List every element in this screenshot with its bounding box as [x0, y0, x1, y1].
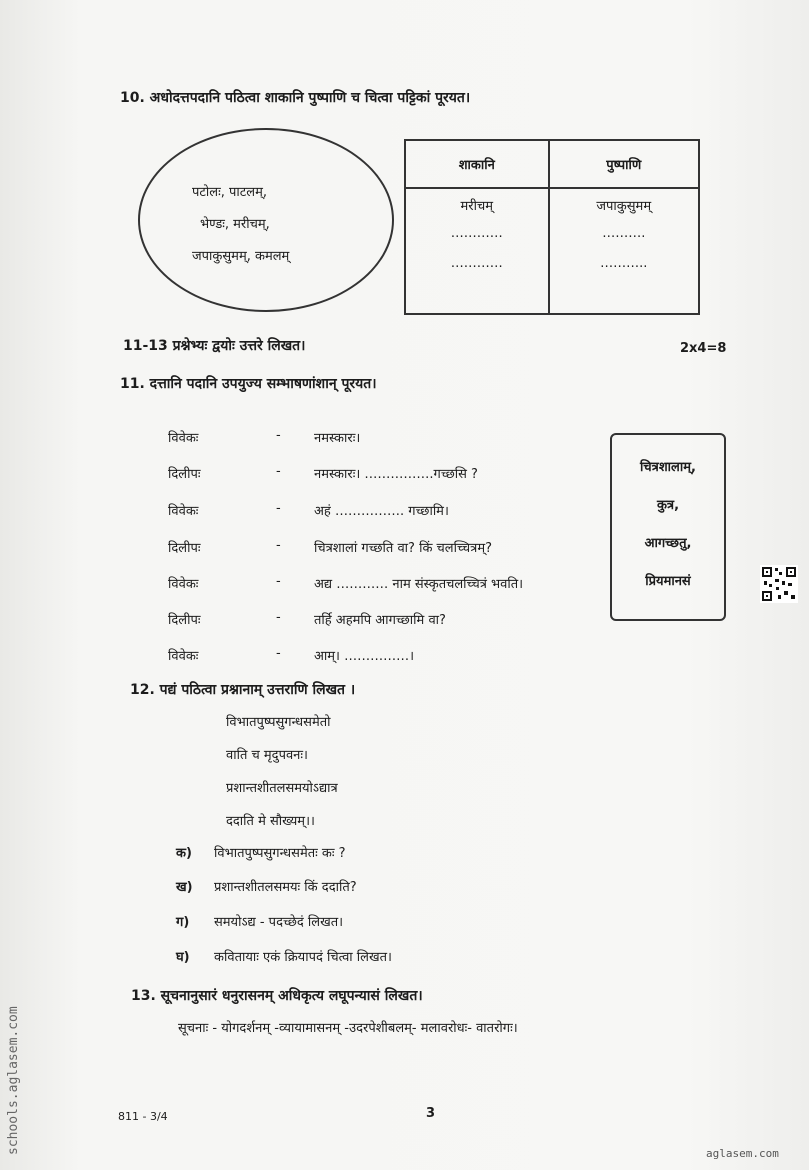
dialogue-line: अहं ……………. गच्छामि। — [314, 504, 449, 519]
cell-value: ………… — [450, 226, 503, 241]
word-bank-box — [610, 433, 726, 621]
bottom-watermark: aglasem.com — [706, 1147, 779, 1160]
dialogue-speaker: विवेकः — [168, 504, 199, 519]
dialogue-line: नमस्कारः। …………….गच्छसि ? — [314, 467, 478, 482]
cell-value: मरीचम् — [460, 199, 493, 214]
poem-line: ददाति मे सौख्यम्।। — [226, 814, 315, 829]
word-bank-item: कुत्र, — [656, 498, 680, 513]
q12-heading: 12. पद्यं पठित्वा प्रश्नानाम् उत्तराणि लिखत । — [130, 682, 356, 698]
dialogue-dash: - — [276, 610, 281, 625]
dialogue-dash: - — [276, 538, 281, 553]
dialogue-line: आम्। ……………। — [314, 649, 415, 664]
subquestion-text: विभातपुष्पसुगन्धसमेतः कः ? — [214, 846, 346, 861]
dialogue-dash: - — [276, 646, 281, 661]
dialogue-speaker: विवेकः — [168, 577, 199, 592]
cell-value: ………… — [450, 256, 503, 271]
poem-line: वाति च मृदुपवनः। — [226, 748, 308, 763]
dialogue-dash: - — [276, 464, 281, 479]
dialogue-line: तर्हि अहमपि आगच्छामि वा? — [314, 613, 446, 628]
dialogue-speaker: दिलीपः — [168, 613, 201, 628]
subquestion-text: कवितायाः एकं क्रियापदं चित्वा लिखत। — [214, 950, 392, 965]
word-bank-item: प्रियमानसं — [645, 574, 691, 589]
dialogue-line: अद्य ………… नाम संस्कृतचलच्चित्रं भवति। — [314, 577, 524, 592]
dialogue-speaker: दिलीपः — [168, 467, 201, 482]
ellipse-line: भेण्डः, मरीचम्, — [200, 217, 270, 232]
table-header: शाकानि — [405, 140, 549, 188]
subquestion-label: ख) — [176, 880, 193, 895]
poem-line: प्रशान्तशीतलसमयोऽद्यात्र — [226, 781, 338, 796]
q11-heading: 11. दत्तानि पदानि उपयुज्य सम्भाषणांशान् पूरयत। — [120, 376, 377, 392]
paper-code: 811 - 3/4 — [118, 1110, 168, 1123]
q11-13-heading: 11-13 प्रश्नेभ्यः द्वयोः उत्तरे लिखत। — [123, 338, 306, 354]
word-bank-item: आगच्छतु, — [644, 536, 692, 551]
subquestion-text: प्रशान्तशीतलसमयः किं ददाति? — [214, 880, 357, 895]
dialogue-speaker: विवेकः — [168, 649, 199, 664]
subquestion-label: घ) — [176, 950, 190, 965]
cell-value: ……….. — [600, 256, 648, 271]
qr-code-icon — [760, 565, 798, 603]
dialogue-dash: - — [276, 501, 281, 516]
word-ellipse — [138, 128, 394, 312]
cell-value: ………. — [602, 226, 646, 241]
side-watermark: schools.aglasem.com — [6, 1006, 21, 1155]
word-bank-item: चित्रशालाम्, — [640, 460, 696, 475]
q13-heading: 13. सूचनानुसारं धनुरासनम् अधिकृत्य लघूपन्यासं लिखत। — [131, 988, 423, 1004]
table-cell — [549, 188, 699, 314]
page-number: 3 — [426, 1106, 436, 1121]
ellipse-line: जपाकुसुमम्, कमलम् — [192, 249, 290, 264]
table-cell — [405, 188, 549, 314]
poem-line: विभातपुष्पसुगन्धसमेतो — [226, 715, 331, 730]
dialogue-line: चित्रशालां गच्छति वा? किं चलच्चित्रम्? — [314, 541, 492, 556]
dialogue-speaker: दिलीपः — [168, 541, 201, 556]
dialogue-line: नमस्कारः। — [314, 431, 361, 446]
subquestion-label: क) — [176, 846, 192, 861]
ellipse-line: पटोलः, पाटलम्, — [192, 185, 268, 200]
dialogue-dash: - — [276, 574, 281, 589]
q10-heading: 10. अधोदत्तपदानि पठित्वा शाकानि पुष्पाणि च चित्वा पट्टिकां पूरयत। — [120, 90, 471, 106]
marks-label: 2x4=8 — [680, 341, 727, 356]
dialogue-speaker: विवेकः — [168, 431, 199, 446]
vegetable-flower-table — [404, 139, 700, 315]
subquestion-text: समयोऽद्य - पदच्छेदं लिखत। — [214, 915, 344, 930]
dialogue-dash: - — [276, 428, 281, 443]
cell-value: जपाकुसुमम् — [596, 199, 652, 214]
subquestion-label: ग) — [176, 915, 190, 930]
q13-hints: सूचनाः - योगदर्शनम् -व्यायामासनम् -उदरपेशीबलम्- मलावरोधः- वातरोगः। — [178, 1021, 518, 1036]
table-header: पुष्पाणि — [549, 140, 699, 188]
